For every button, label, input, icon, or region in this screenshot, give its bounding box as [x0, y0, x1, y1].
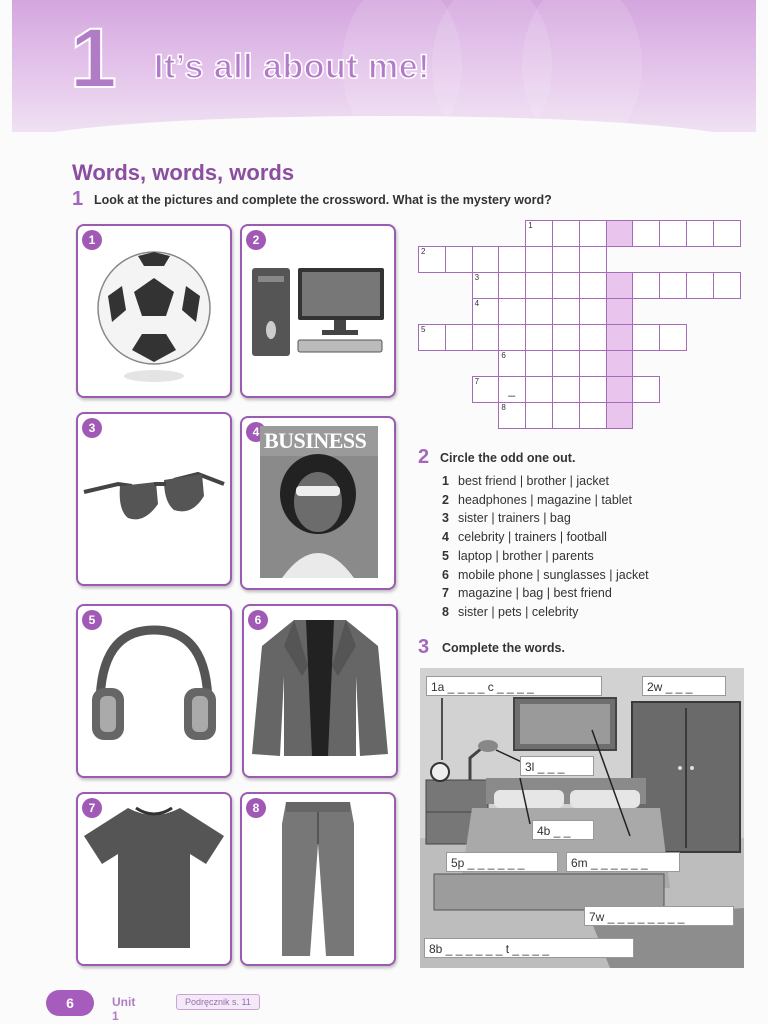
- list-item[interactable]: 5 laptop | brother | parents: [442, 548, 594, 563]
- exercise-1-instruction: Look at the pictures and complete the crossword. What is the mystery word?: [94, 193, 552, 207]
- crossword-cell[interactable]: [552, 376, 580, 403]
- crossword-cell[interactable]: [606, 324, 634, 351]
- crossword-cell[interactable]: [659, 272, 687, 299]
- list-item[interactable]: 7 magazine | bag | best friend: [442, 586, 612, 601]
- crossword-cell[interactable]: [632, 376, 660, 403]
- magazine-cover-text: BUSINESS: [264, 428, 367, 453]
- picture-8: [240, 792, 396, 966]
- crossword-cell[interactable]: [552, 246, 580, 273]
- crossword-cell[interactable]: [498, 272, 526, 299]
- crossword-cell[interactable]: [552, 402, 580, 429]
- clue-number: 5: [421, 325, 426, 334]
- crossword-cell[interactable]: [579, 298, 607, 325]
- label-4[interactable]: 4b _ _: [532, 820, 594, 840]
- clue-number: 1: [528, 221, 533, 230]
- crossword-cell[interactable]: [686, 272, 714, 299]
- sunglasses-icon: [78, 414, 230, 584]
- crossword-cell[interactable]: [579, 350, 607, 377]
- list-item[interactable]: 6 mobile phone | sunglasses | jacket: [442, 567, 649, 582]
- odd-one-out-list: [442, 472, 649, 622]
- clue-number: 4: [474, 299, 480, 308]
- label-7[interactable]: 7w _ _ _ _ _ _ _ _: [584, 906, 734, 926]
- picture-1: [76, 224, 232, 398]
- label-8[interactable]: 8b _ _ _ _ _ _ t _ _ _ _: [424, 938, 634, 958]
- picture-number: 6: [248, 610, 268, 630]
- bedroom-scene: [420, 668, 744, 968]
- footer-unit: Unit 1: [112, 995, 136, 1023]
- crossword-cell[interactable]: [713, 272, 741, 299]
- label-6[interactable]: 6m _ _ _ _ _ _: [566, 852, 680, 872]
- crossword-grid: [418, 220, 748, 430]
- list-item[interactable]: 4 celebrity | trainers | football: [442, 530, 607, 545]
- computer-icon: [242, 226, 394, 396]
- clue-number: 3: [474, 273, 480, 282]
- crossword-cell[interactable]: [713, 220, 741, 247]
- crossword-cell[interactable]: [525, 324, 553, 351]
- crossword-cell[interactable]: [498, 402, 526, 429]
- crossword-cell[interactable]: [498, 246, 526, 273]
- clue-number: 8: [501, 403, 506, 412]
- football-icon: [78, 226, 230, 396]
- trousers-icon: [242, 794, 394, 964]
- exercise-1-number: 1: [72, 188, 84, 210]
- picture-number: 8: [246, 798, 266, 818]
- crossword-cell[interactable]: [498, 298, 526, 325]
- header-wave: [12, 116, 756, 132]
- clue-number: 7: [474, 377, 480, 386]
- crossword-cell[interactable]: [552, 298, 580, 325]
- picture-5: [76, 604, 232, 778]
- picture-number: 5: [82, 610, 102, 630]
- tshirt-icon: [78, 794, 230, 964]
- crossword-cell[interactable]: [579, 246, 607, 273]
- unit-number: 1: [70, 11, 117, 105]
- picture-number: 7: [82, 798, 102, 818]
- jacket-icon: [244, 606, 396, 776]
- crossword-cell[interactable]: [525, 220, 553, 247]
- crossword-cell[interactable]: [445, 246, 473, 273]
- crossword-cell[interactable]: [579, 402, 607, 429]
- crossword-cell[interactable]: [579, 220, 607, 247]
- picture-number: 1: [82, 230, 102, 250]
- list-item[interactable]: 2 headphones | magazine | tablet: [442, 492, 632, 507]
- crossword-cell[interactable]: [525, 272, 553, 299]
- crossword-cell[interactable]: [659, 324, 687, 351]
- label-5[interactable]: 5p _ _ _ _ _ _: [446, 852, 558, 872]
- picture-6: [242, 604, 398, 778]
- picture-4: [240, 416, 396, 590]
- crossword-cell[interactable]: [579, 272, 607, 299]
- crossword-cell[interactable]: [686, 220, 714, 247]
- crossword-cell[interactable]: [418, 324, 446, 351]
- crossword-cell[interactable]: [579, 324, 607, 351]
- crossword-cell[interactable]: [445, 324, 473, 351]
- label-2[interactable]: 2w _ _ _: [642, 676, 726, 696]
- list-item[interactable]: 8 sister | pets | celebrity: [442, 604, 579, 619]
- label-1[interactable]: 1a _ _ _ _ c _ _ _ _: [426, 676, 602, 696]
- crossword-cell[interactable]: [472, 272, 500, 299]
- crossword-cell[interactable]: [525, 246, 553, 273]
- given-letter: _: [508, 383, 516, 397]
- crossword-cell[interactable]: [525, 350, 553, 377]
- picture-number: 3: [82, 418, 102, 438]
- coursebook-reference: Podręcznik s. 11: [176, 994, 260, 1010]
- crossword-cell[interactable]: [498, 376, 526, 403]
- crossword-cell[interactable]: [552, 350, 580, 377]
- clue-number: 6: [501, 351, 506, 360]
- picture-2: [240, 224, 396, 398]
- crossword-cell[interactable]: [606, 220, 634, 247]
- crossword-cell[interactable]: [632, 324, 660, 351]
- picture-number: 2: [246, 230, 266, 250]
- list-item[interactable]: 1 best friend | brother | jacket: [442, 474, 610, 488]
- crossword-cell[interactable]: [472, 376, 500, 403]
- exercise-2-instruction: Circle the odd one out.: [440, 451, 576, 465]
- crossword-cell[interactable]: [606, 402, 634, 429]
- picture-7: [76, 792, 232, 966]
- crossword-cell[interactable]: [418, 246, 446, 273]
- headphones-icon: [78, 606, 230, 776]
- crossword-cell[interactable]: [606, 272, 634, 299]
- crossword-cell[interactable]: [472, 246, 500, 273]
- crossword-cell[interactable]: [552, 220, 580, 247]
- crossword-cell[interactable]: [659, 220, 687, 247]
- crossword-cell[interactable]: [498, 324, 526, 351]
- crossword-cell[interactable]: [525, 376, 553, 403]
- crossword-cell[interactable]: [498, 350, 526, 377]
- clue-number: 2: [421, 247, 426, 256]
- exercise-3-instruction: Complete the words.: [442, 641, 565, 655]
- label-3[interactable]: 3l _ _ _: [520, 756, 594, 776]
- unit-title: It’s all about me!: [154, 48, 431, 86]
- crossword-cell[interactable]: [552, 324, 580, 351]
- section-title: Words, words, words: [72, 160, 295, 185]
- crossword-cell[interactable]: [552, 272, 580, 299]
- list-item[interactable]: 3 sister | trainers | bag: [442, 511, 571, 526]
- crossword-cell[interactable]: [525, 402, 553, 429]
- crossword-cell[interactable]: [579, 376, 607, 403]
- crossword-cell[interactable]: [632, 272, 660, 299]
- picture-3: [76, 412, 232, 586]
- exercise-2-number: 2: [418, 446, 430, 468]
- crossword-cell[interactable]: [472, 298, 500, 325]
- crossword-cell[interactable]: [472, 324, 500, 351]
- picture-number: 4: [246, 422, 266, 442]
- exercise-3-number: 3: [418, 636, 430, 658]
- crossword-cell[interactable]: [632, 220, 660, 247]
- crossword-cell[interactable]: [606, 350, 634, 377]
- crossword-cell[interactable]: [525, 298, 553, 325]
- header-decoration: [522, 0, 642, 132]
- page-number: 6: [46, 990, 94, 1016]
- crossword-cell[interactable]: [606, 298, 634, 325]
- crossword-cell[interactable]: [606, 376, 634, 403]
